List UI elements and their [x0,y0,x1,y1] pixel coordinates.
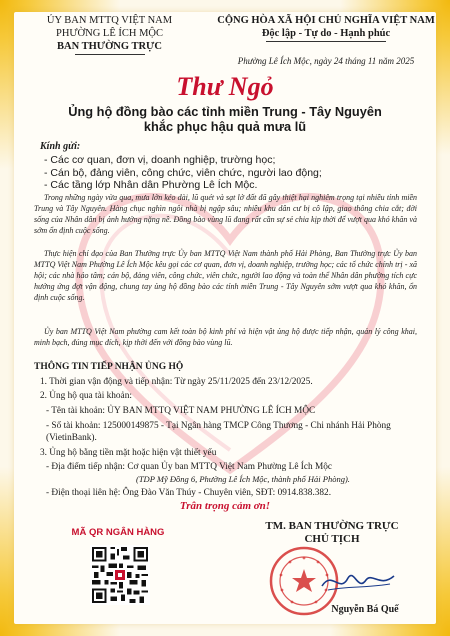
letter-title: Thư Ngỏ [176,72,274,101]
info-account-bank: (VietinBank). [46,433,97,443]
issuer-underline [75,54,145,55]
info-phone: - Điện thoại liên hệ: Ông Đào Văn Thúy - Chuyên viên, SĐT: 0914.838.382. [46,488,332,498]
bank-qr-code-icon [90,545,150,605]
letter-date: Phường Lê Ích Mộc, ngày 24 tháng 11 năm 2025 [237,56,415,66]
info-time: 1. Thời gian vận động và tiếp nhận: Từ ngày 25/11/2025 đến 23/12/2025. [40,377,313,387]
signatory-title [232,520,432,546]
issuer-line-2: PHƯỜNG LÊ ÍCH MỘC [55,28,164,39]
info-place: - Địa điểm tiếp nhận: Cơ quan Ủy ban MTTQ Việt Nam Phường Lê Ích Mộc [46,462,333,472]
national-motto: Độc lập - Tự do - Hạnh phúc [261,28,391,39]
recipient-item: - Các tầng lớp Nhân dân Phường Lê Ích Mộc. [44,179,258,191]
handwritten-signature-icon [318,566,398,596]
info-account-name: - Tên tài khoản: ỦY BAN MTTQ VIỆT NAM PHƯỜNG LÊ ÍCH MỘC [46,406,316,416]
info-account-number: - Số tài khoản: 125000149875 - Tại Ngân hàng TMCP Công Thương - Chi nhánh Hải Phòng [46,421,391,431]
signatory-line-2: CHỦ TỊCH [304,533,360,545]
recipient-item: - Cán bộ, đảng viên, công chức, viên chức, người lao động; [44,166,322,179]
closing-line: Trân trọng cảm ơn! [179,500,271,512]
national-title: CỘNG HÒA XÃ HỘI CHỦ NGHĨA VIỆT NAM [217,15,435,26]
body-paragraph-3: Ủy ban MTTQ Việt Nam phường cam kết toàn bộ kinh phí và hiện vật ủng hộ được tiếp nhận, quản lý công khai, minh bạch, đúng mục đích, kịp thời đến với đồng bào vùng lũ. [34,327,417,347]
info-address: (TDP Mỹ Đồng 6, Phường Lê Ích Mộc, thành phố Hải Phòng). [136,474,350,484]
signatory-name: Nguyễn Bá Quế [331,604,399,615]
letter-subtitle [40,104,410,134]
info-cash-heading: 3. Ủng hộ bằng tiền mặt hoặc hiện vật thiết yếu [40,448,217,458]
subtitle-line-1: Ủng hộ đồng bào các tỉnh miền Trung - Tây Nguyên [68,104,382,119]
qr-label: MÃ QR NGÂN HÀNG [71,527,165,538]
body-paragraph-1: Trong những ngày vừa qua, mưa lớn kéo dài, lũ quét và sạt lở đất đã gây thiệt hại nghiêm trọng tại nhiều tỉnh miền Trung và Tây Nguyên. Hàng chục nghìn ngôi nhà bị ngập sâu; nhiều khu dân cư bị cô lập, giao thông chia cắt; đời sống của Nhân dân bị ảnh hưởng nặng nề. Đồng bào vùng lũ đang rất cần sự sẻ chia kịp thời để vượt qua khó khăn và sớm ổn định cuộc sống. [34,193,417,235]
issuer-header [22,14,197,55]
issuer-line-1: ỦY BAN MTTQ VIỆT NAM [46,15,173,26]
body-paragraph-2: Thực hiện chỉ đạo của Ban Thường trực Ủy ban MTTQ Việt Nam thành phố Hải Phòng, Ban Thường trực Ủy ban MTTQ Việt Nam Phường Lê Ích Mộc kêu gọi các cơ quan, đơn vị, doanh nghiệp, trường học; các tổ chức chính trị - xã hội; các nhà hảo tâm; cán bộ, đảng viên, công chức, viên chức, người lao động và toàn thể Nhân dân phường tích cực hưởng ứng đợt vận động, chung tay ủng hộ đồng bào các tỉnh miền Trung - Tây Nguyên sớm vượt qua khó khăn, ổn định cuộc sống. [34,249,417,302]
info-account-heading: 2. Ủng hộ qua tài khoản: [40,391,132,401]
greeting: Kính gửi: [40,141,81,152]
national-header [215,14,437,42]
recipient-item: - Các cơ quan, đơn vị, doanh nghiệp, trường học; [44,154,276,166]
issuer-line-3: BAN THƯỜNG TRỰC [56,41,162,52]
subtitle-line-2: khắc phục hậu quả mưa lũ [143,119,307,134]
recipient-list [44,154,322,192]
info-heading: THÔNG TIN TIẾP NHẬN ỦNG HỘ [34,362,184,372]
signatory-line-1: TM. BAN THƯỜNG TRỰC [265,520,399,532]
motto-underline [266,41,386,42]
